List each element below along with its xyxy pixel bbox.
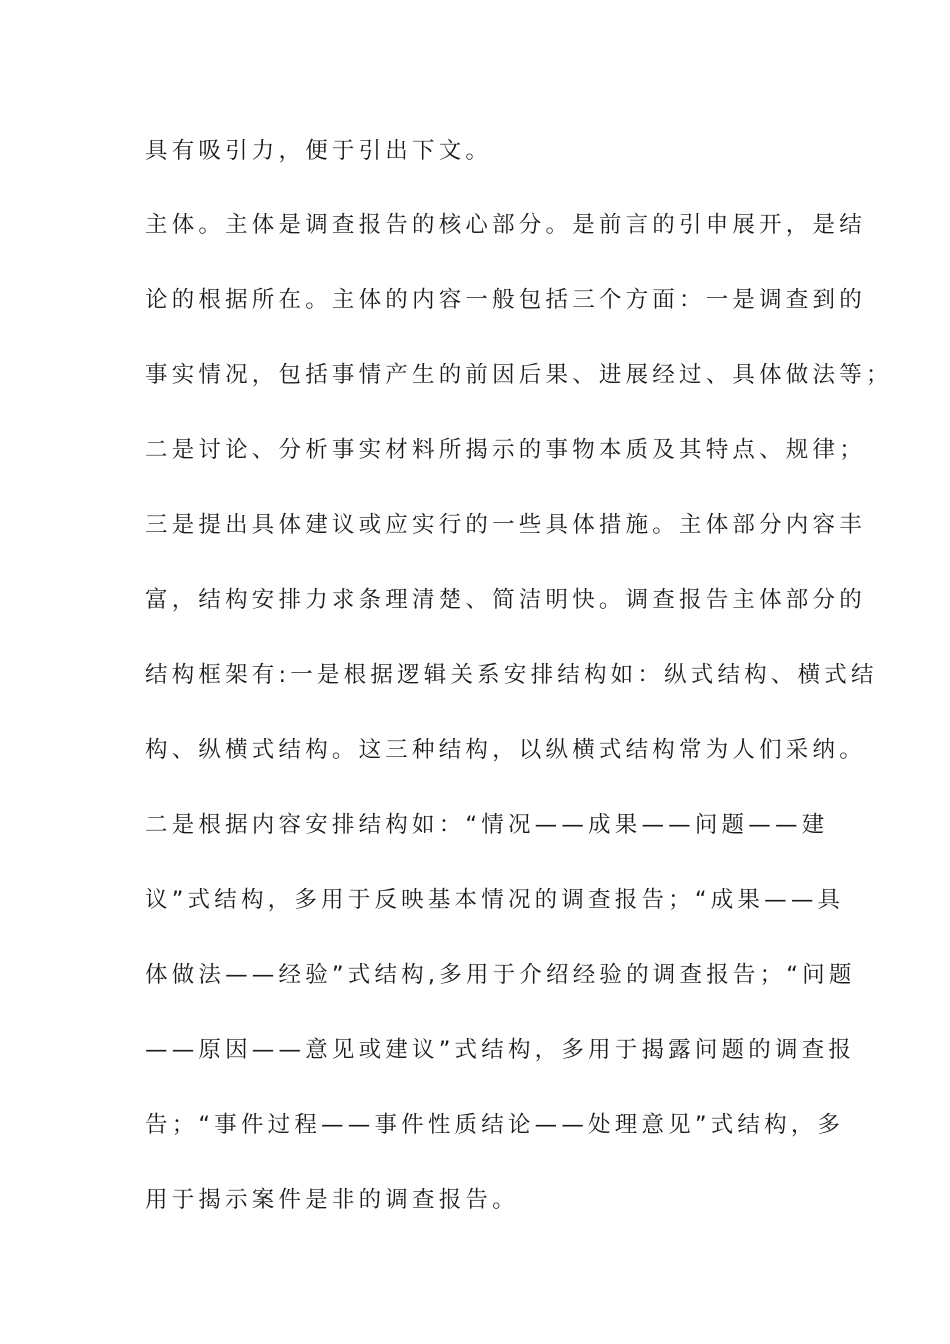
text-line: 体做法——经验”式结构,多用于介绍经验的调查报告；“问题: [145, 962, 856, 988]
text-line: 结构框架有:一是根据逻辑关系安排结构如：纵式结构、横式结: [145, 662, 878, 688]
text-line: 议”式结构，多用于反映基本情况的调查报告；“成果——具: [145, 887, 845, 913]
text-line: 事实情况，包括事情产生的前因后果、进展经过、具体做法等；: [145, 362, 893, 388]
text-line: 用于揭示案件是非的调查报告。: [145, 1187, 519, 1213]
text-line: ——原因——意见或建议”式结构，多用于揭露问题的调查报: [145, 1037, 856, 1063]
text-line: 二是讨论、分析事实材料所揭示的事物本质及其特点、规律；: [145, 437, 866, 463]
text-line: 具有吸引力，便于引出下文。: [145, 138, 493, 164]
text-line: 主体。主体是调查报告的核心部分。是前言的引申展开，是结: [145, 212, 866, 238]
text-line: 富，结构安排力求条理清楚、简洁明快。调查报告主体部分的: [145, 587, 866, 613]
text-line: 告；“事件过程——事件性质结论——处理意见”式结构，多: [145, 1112, 845, 1138]
text-line: 论的根据所在。主体的内容一般包括三个方面：一是调查到的: [145, 287, 866, 313]
text-line: 构、纵横式结构。这三种结构，以纵横式结构常为人们采纳。: [145, 737, 866, 763]
text-line: 三是提出具体建议或应实行的一些具体措施。主体部分内容丰: [145, 512, 866, 538]
text-line: 二是根据内容安排结构如：“情况——成果——问题——建: [145, 812, 829, 838]
